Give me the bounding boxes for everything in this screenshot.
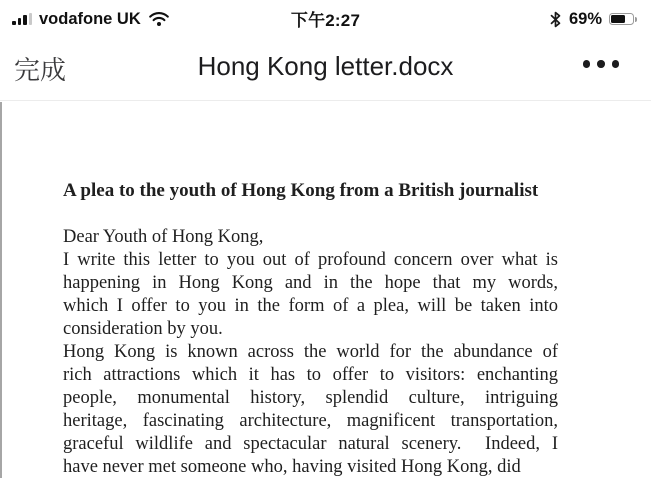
nav-bar (0, 36, 651, 101)
battery-percent: 69% (568, 9, 602, 28)
page-left-edge (0, 102, 2, 478)
document-line: I write this letter to you out of profound concern over what is (63, 250, 558, 270)
document-line: people, monumental history, splendid culture, intriguing (63, 388, 558, 408)
document-line: happening in Hong Kong and in the hope that my words, (63, 273, 558, 293)
document-body (63, 226, 558, 476)
done-button[interactable]: 完成 (14, 50, 66, 87)
document-line: heritage, fascinating architecture, magnificent transportation, (63, 411, 558, 431)
document-page[interactable] (0, 101, 651, 476)
document-line: graceful wildlife and spectacular natural scenery. Indeed, I (63, 434, 558, 454)
status-time: 下午2:27 (290, 11, 361, 30)
document-line: consideration by you. (63, 319, 223, 339)
battery-tip (635, 17, 637, 22)
document-heading: A plea to the youth of Hong Kong from a British journalist (63, 180, 539, 201)
document-line: Hong Kong is known across the world for the abundance of (63, 342, 558, 362)
battery-fill (611, 15, 625, 23)
status-bar (0, 0, 651, 36)
document-line: have never met someone who, having visited Hong Kong, did (63, 457, 521, 476)
more-dot (583, 60, 591, 68)
document-title: Hong Kong letter.docx (197, 51, 454, 81)
document-line: rich attractions which it has to offer to visitors: enchanting (63, 365, 558, 385)
more-dot (597, 60, 605, 68)
more-dot (612, 60, 620, 68)
document-line: Dear Youth of Hong Kong, (63, 227, 264, 247)
document-line: which I offer to you in the form of a plea, will be taken into (63, 296, 558, 316)
battery-icon (609, 13, 637, 25)
more-button[interactable] (583, 60, 620, 68)
carrier-label: vodafone UK (39, 9, 141, 28)
